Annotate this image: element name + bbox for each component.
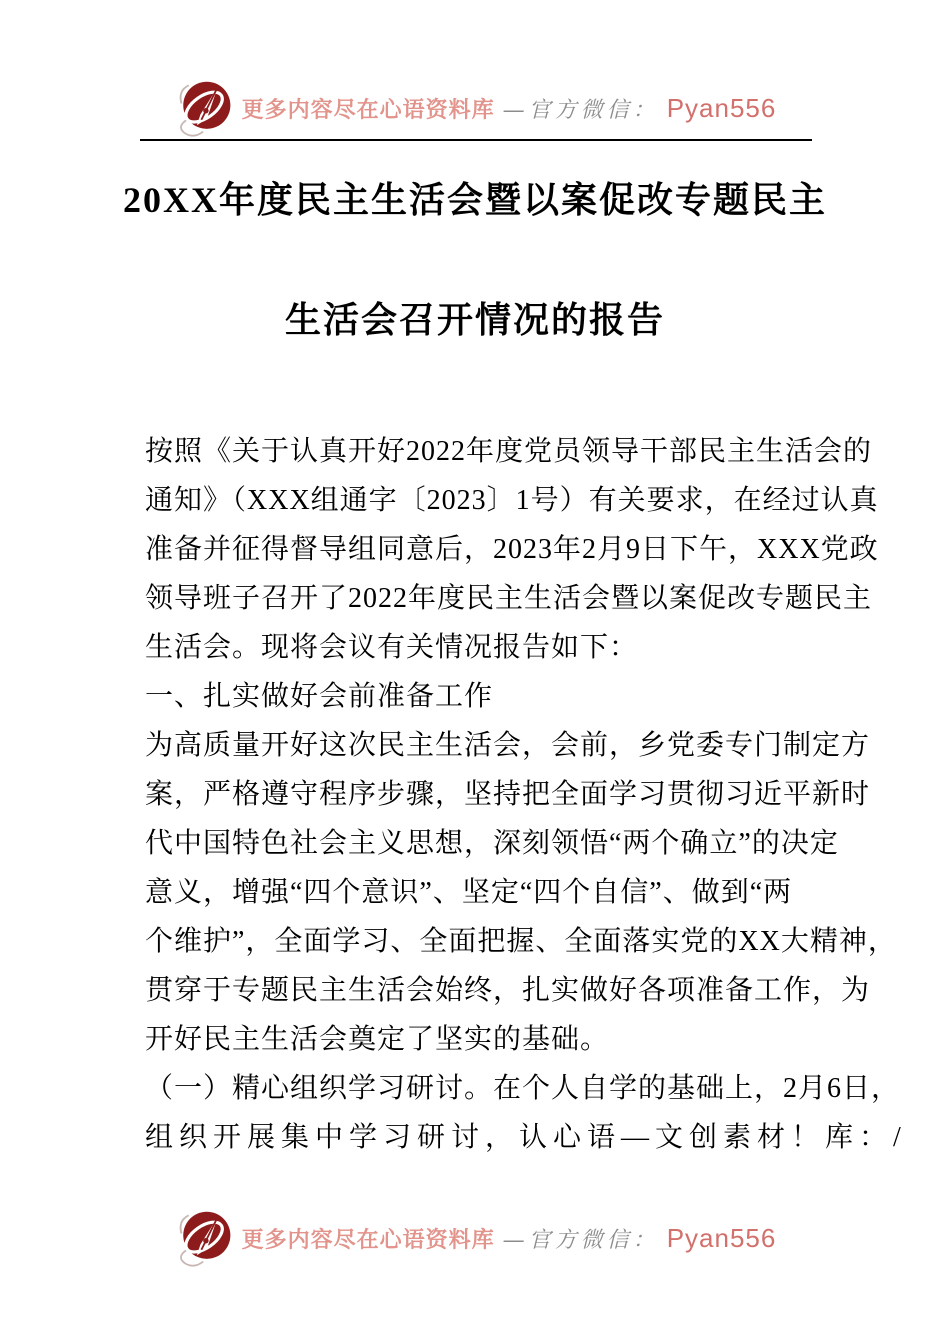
header-divider <box>140 139 812 141</box>
pen-swirl-logo-icon <box>176 1206 234 1270</box>
body-line: 意义，增强“四个意识”、坚定“四个自信”、做到“两 <box>145 877 793 908</box>
document-title-line-2: 生活会召开情况的报告 <box>284 300 665 340</box>
body-line: 贯穿于专题民主生活会始终，扎实做好各项准备工作，为 <box>145 975 871 1006</box>
footer-brand-text: 更多内容尽在心语资料库 <box>241 1226 495 1252</box>
body-line: 领导班子召开了2022年度民主生活会暨以案促改专题民主 <box>145 583 873 614</box>
body-line: 案，严格遵守程序步骤，坚持把全面学习贯彻习近平新时 <box>145 779 871 810</box>
document-title-line-1: 20XX年度民主生活会暨以案促改专题民主 <box>123 180 827 220</box>
header-wechat-id: Pyan556 <box>666 92 777 123</box>
pen-swirl-logo-icon <box>176 76 234 140</box>
body-line: 准备并征得督导组同意后，2023年2月9日下午，XXX党政 <box>145 534 879 565</box>
body-line: 组织开展集中学习研讨，认心语—文创素材！库：/ <box>145 1122 907 1153</box>
page-footer <box>140 1204 812 1272</box>
body-line-section-heading: 一、扎实做好会前准备工作 <box>145 681 494 712</box>
footer-separator-text: —官方微信： <box>502 1227 659 1253</box>
body-line: 通知》（XXX组通字〔2023〕1号）有关要求，在经过认真 <box>145 485 879 516</box>
body-line: 按照《关于认真开好2022年度党员领导干部民主生活会的 <box>145 436 873 467</box>
body-line: 生活会。现将会议有关情况报告如下： <box>145 632 639 663</box>
header-separator-text: —官方微信： <box>502 97 659 123</box>
body-line: （一）精心组织学习研讨。在个人自学的基础上，2月6日， <box>145 1073 901 1104</box>
document-body <box>145 427 907 1162</box>
body-line: 个维护”，全面学习、全面把握、全面落实党的XX大精神， <box>145 926 897 957</box>
header-brand-text: 更多内容尽在心语资料库 <box>241 96 495 122</box>
body-line: 代中国特色社会主义思想，深刻领悟“两个确立”的决定 <box>145 828 839 859</box>
body-line: 为高质量开好这次民主生活会，会前，乡党委专门制定方 <box>145 730 871 761</box>
page-header <box>140 74 812 142</box>
body-line: 开好民主生活会奠定了坚实的基础。 <box>145 1024 610 1055</box>
footer-wechat-id: Pyan556 <box>666 1222 777 1253</box>
